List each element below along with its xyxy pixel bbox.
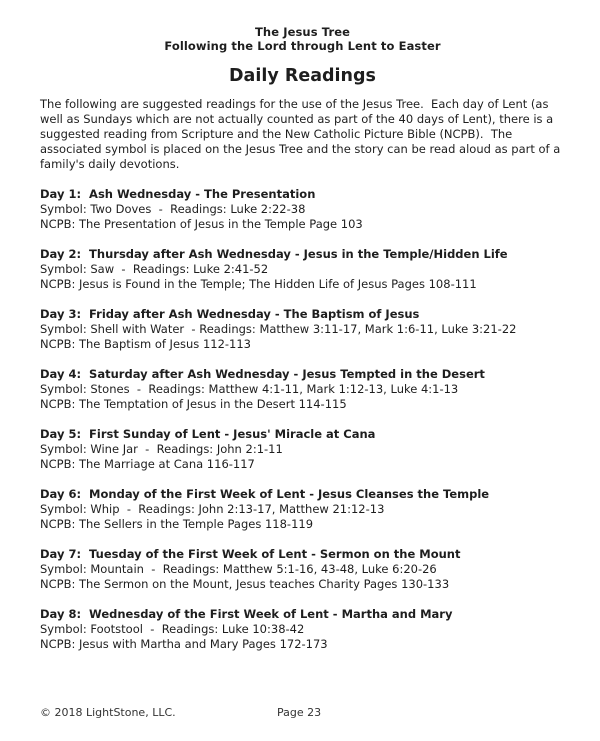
day-entry: [40, 547, 568, 592]
intro-paragraph: The following are suggested readings for the use of the Jesus Tree. Each day of Lent (as well as Sundays which are not actually counted as part of the 40 days of Lent), there is a suggested reading from Scripture and the New Catholic Picture Bible (NCPB). The associated symbol is placed on the Jesus Tree and the story can be read aloud as part of a family's daily devotions.: [40, 97, 564, 171]
day-heading: Day 6: Monday of the First Week of Lent - Jesus Cleanses the Temple: [40, 487, 490, 501]
day-entry: [40, 367, 568, 412]
day-heading: Day 4: Saturday after Ash Wednesday - Jesus Tempted in the Desert: [40, 367, 485, 381]
symbol-readings-line: Symbol: Saw - Readings: Luke 2:41-52: [40, 262, 269, 276]
ncpb-line: NCPB: Jesus with Martha and Mary Pages 172-173: [40, 637, 328, 651]
day-heading: Day 1: Ash Wednesday - The Presentation: [40, 187, 316, 201]
ncpb-line: NCPB: The Presentation of Jesus in the Temple Page 103: [40, 217, 363, 231]
symbol-readings-line: Symbol: Wine Jar - Readings: John 2:1-11: [40, 442, 283, 456]
day-heading: Day 7: Tuesday of the First Week of Lent - Sermon on the Mount: [40, 547, 461, 561]
day-heading: Day 5: First Sunday of Lent - Jesus' Miracle at Cana: [40, 427, 376, 441]
ncpb-line: NCPB: The Temptation of Jesus in the Desert 114-115: [40, 397, 347, 411]
page-number: Page 23: [277, 706, 322, 719]
day-heading: Day 3: Friday after Ash Wednesday - The Baptism of Jesus: [40, 307, 420, 321]
symbol-readings-line: Symbol: Mountain - Readings: Matthew 5:1-16, 43-48, Luke 6:20-26: [40, 562, 437, 576]
symbol-readings-line: Symbol: Shell with Water - Readings: Matthew 3:11-17, Mark 1:6-11, Luke 3:21-22: [40, 322, 517, 336]
day-heading: Day 2: Thursday after Ash Wednesday - Jesus in the Temple/Hidden Life: [40, 247, 508, 261]
day-entry: [40, 247, 568, 292]
document-title-line1: The Jesus Tree: [254, 25, 351, 39]
ncpb-line: NCPB: The Sermon on the Mount, Jesus teaches Charity Pages 130-133: [40, 577, 450, 591]
day-entry: [40, 607, 568, 652]
page-heading: Daily Readings: [229, 66, 376, 86]
ncpb-line: NCPB: The Marriage at Cana 116-117: [40, 457, 255, 471]
day-heading: Day 8: Wednesday of the First Week of Lent - Martha and Mary: [40, 607, 453, 621]
copyright-text: © 2018 LightStone, LLC.: [40, 706, 176, 719]
day-entry: [40, 427, 568, 472]
day-entry: [40, 307, 568, 352]
symbol-readings-line: Symbol: Footstool - Readings: Luke 10:38-42: [40, 622, 305, 636]
ncpb-line: NCPB: The Sellers in the Temple Pages 118-119: [40, 517, 314, 531]
symbol-readings-line: Symbol: Two Doves - Readings: Luke 2:22-38: [40, 202, 306, 216]
ncpb-line: NCPB: The Baptism of Jesus 112-113: [40, 337, 252, 351]
document-title: [40, 25, 565, 53]
document-title-line2: Following the Lord through Lent to Easter: [164, 39, 441, 53]
symbol-readings-line: Symbol: Whip - Readings: John 2:13-17, Matthew 21:12-13: [40, 502, 385, 516]
symbol-readings-line: Symbol: Stones - Readings: Matthew 4:1-11, Mark 1:12-13, Luke 4:1-13: [40, 382, 459, 396]
day-entry: [40, 187, 568, 232]
day-entry: [40, 487, 568, 532]
ncpb-line: NCPB: Jesus is Found in the Temple; The Hidden Life of Jesus Pages 108-111: [40, 277, 477, 291]
